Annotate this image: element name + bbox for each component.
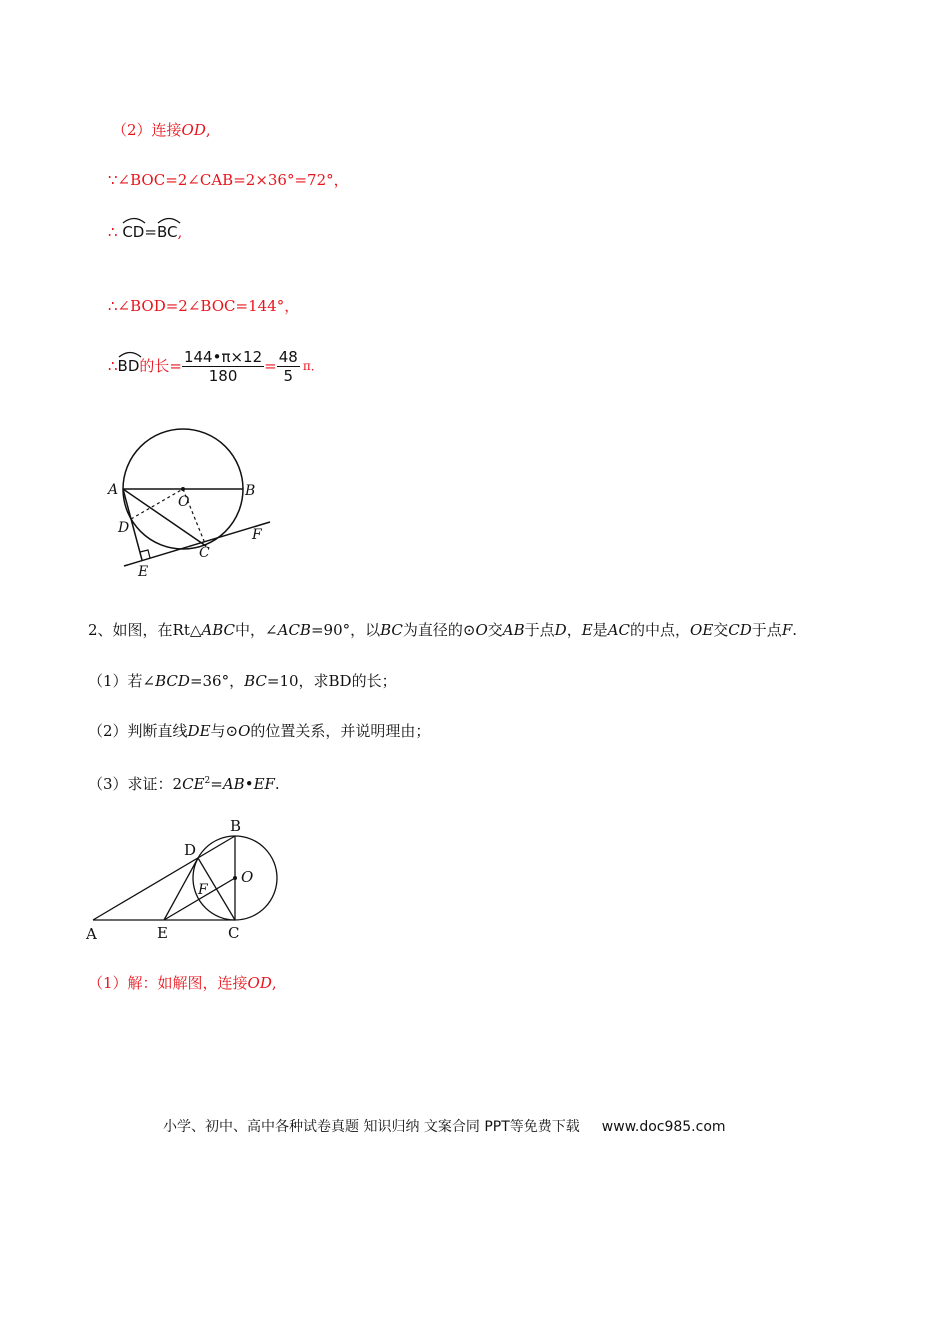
stem-text: 是: [592, 621, 608, 639]
label-d: D: [184, 841, 197, 859]
stem-text: ，: [566, 621, 582, 639]
q1-var: BCD: [155, 672, 190, 690]
figure-2-diagram: [80, 812, 290, 947]
q2-var: O: [238, 722, 251, 740]
problem-2-question-2: [88, 721, 430, 741]
therefore-symbol: ∴: [108, 357, 118, 375]
arc-bc: [157, 222, 178, 242]
center-dot: [233, 876, 237, 880]
q3-var: CE: [182, 775, 205, 793]
arc-cd: [122, 222, 144, 242]
label-o: O: [241, 868, 254, 886]
arc-mark-icon: [118, 350, 142, 358]
q1-text: （1）若∠: [88, 672, 156, 690]
figure-1-diagram: [100, 420, 280, 585]
stem-var: ABC: [201, 621, 236, 639]
q1-var: BC: [244, 672, 267, 690]
because-symbol: ∵: [108, 171, 118, 189]
fraction-2: [277, 348, 300, 385]
step-label: （2）连接: [112, 121, 182, 139]
tangent-line-ef: [124, 522, 270, 566]
problem-2-question-3: [88, 771, 280, 794]
footer-text: 小学、初中、高中各种试卷真题 知识归纳 文案合同 PPT等免费下载: [163, 1119, 580, 1135]
arc-mark-icon: [157, 216, 181, 224]
solution-line-angle-bod: [108, 296, 299, 316]
solution-2-step-1: [88, 973, 277, 993]
solution-line-angle-boc: [108, 170, 349, 190]
label-b: B: [230, 817, 242, 835]
solution-line-arcs-equal: [108, 222, 182, 242]
length-text: 的长=: [139, 357, 182, 375]
q2-var: DE: [187, 722, 211, 740]
label-d: D: [118, 520, 130, 536]
arc-equals: =: [144, 223, 157, 241]
q3-superscript: 2: [204, 776, 211, 786]
q3-text: =: [210, 775, 223, 793]
stem-text: 的中点，: [630, 621, 691, 639]
label-a: A: [86, 925, 97, 943]
stem-text: 为直径的⊙: [402, 621, 476, 639]
fraction-2-numerator: 48: [278, 347, 298, 366]
label-f: F: [252, 527, 262, 543]
q3-text: .: [274, 775, 280, 793]
arc-cd-label: CD: [122, 223, 145, 241]
q1-text: =36°，: [189, 672, 245, 690]
q2-text: 的位置关系，并说明理由；: [250, 722, 431, 740]
stem-var: CD: [728, 621, 752, 639]
stem-var: AB: [502, 621, 525, 639]
label-c: C: [228, 924, 240, 942]
stem-var: O: [475, 621, 488, 639]
stem-var: BC: [380, 621, 403, 639]
label-a: A: [108, 482, 119, 498]
stem-var: E: [581, 621, 593, 639]
stem-text: 交: [713, 621, 729, 639]
stem-var: OE: [690, 621, 714, 639]
arc-bd: [118, 356, 140, 376]
solution-step-2: [112, 120, 211, 140]
q3-dot: •: [244, 775, 254, 793]
page-footer: [163, 1116, 726, 1136]
solution-line-arc-length: [108, 344, 323, 388]
solution-2-text: （1）解：如解图，连接: [88, 974, 248, 992]
fraction-1-denominator: 180: [208, 366, 238, 385]
arc-bd-label: BD: [117, 357, 140, 375]
q3-var: AB: [222, 775, 245, 793]
solution-2-end: ,: [271, 974, 277, 992]
label-b: B: [245, 483, 256, 499]
label-o: O: [178, 494, 190, 510]
stem-text: .: [792, 621, 798, 639]
stem-text: =90°，以: [310, 621, 381, 639]
q3-var: EF: [253, 775, 275, 793]
angle-boc-expr: ∠BOC=2∠CAB=2×36°=72°，: [117, 171, 349, 189]
q2-text: 与⊙: [210, 722, 239, 740]
stem-text: 中，∠: [235, 621, 278, 639]
label-e: E: [157, 924, 168, 942]
segment-ab: [93, 836, 235, 920]
stem-text: 于点: [524, 621, 555, 639]
q1-text: =10，求BD的长；: [266, 672, 397, 690]
arc-bc-label: BC: [156, 223, 178, 241]
footer-url-link[interactable]: www.doc985.com: [601, 1119, 726, 1135]
stem-var: F: [781, 621, 793, 639]
therefore-symbol: ∴: [108, 223, 118, 241]
step-end: ,: [205, 121, 211, 139]
stem-var: AC: [607, 621, 630, 639]
dashed-od: [131, 489, 183, 519]
step-var: OD: [181, 121, 206, 139]
center-dot: [181, 487, 185, 491]
pi-end: π．: [302, 359, 323, 373]
label-c: C: [199, 545, 210, 561]
stem-text: 交: [487, 621, 503, 639]
line-end: ,: [177, 223, 183, 241]
angle-bod-expr: ∠BOD=2∠BOC=144°，: [117, 297, 300, 315]
stem-text: 2、如图，在Rt△: [88, 621, 202, 639]
stem-var: ACB: [277, 621, 311, 639]
problem-2-stem: [88, 620, 797, 640]
therefore-symbol: ∴: [108, 297, 118, 315]
label-f: F: [198, 882, 208, 898]
fraction-1: [182, 348, 264, 385]
fraction-1-numerator: 144•π×12: [183, 347, 263, 366]
stem-var: D: [554, 621, 567, 639]
arc-mark-icon: [122, 216, 146, 224]
equals-sign: =: [264, 357, 277, 375]
stem-text: 于点: [751, 621, 782, 639]
solution-2-var: OD: [247, 974, 272, 992]
problem-2-question-1: [88, 671, 397, 691]
q3-text: （3）求证：2: [88, 775, 183, 793]
label-e: E: [138, 564, 149, 580]
fraction-2-denominator: 5: [283, 366, 294, 385]
q2-text: （2）判断直线: [88, 722, 188, 740]
